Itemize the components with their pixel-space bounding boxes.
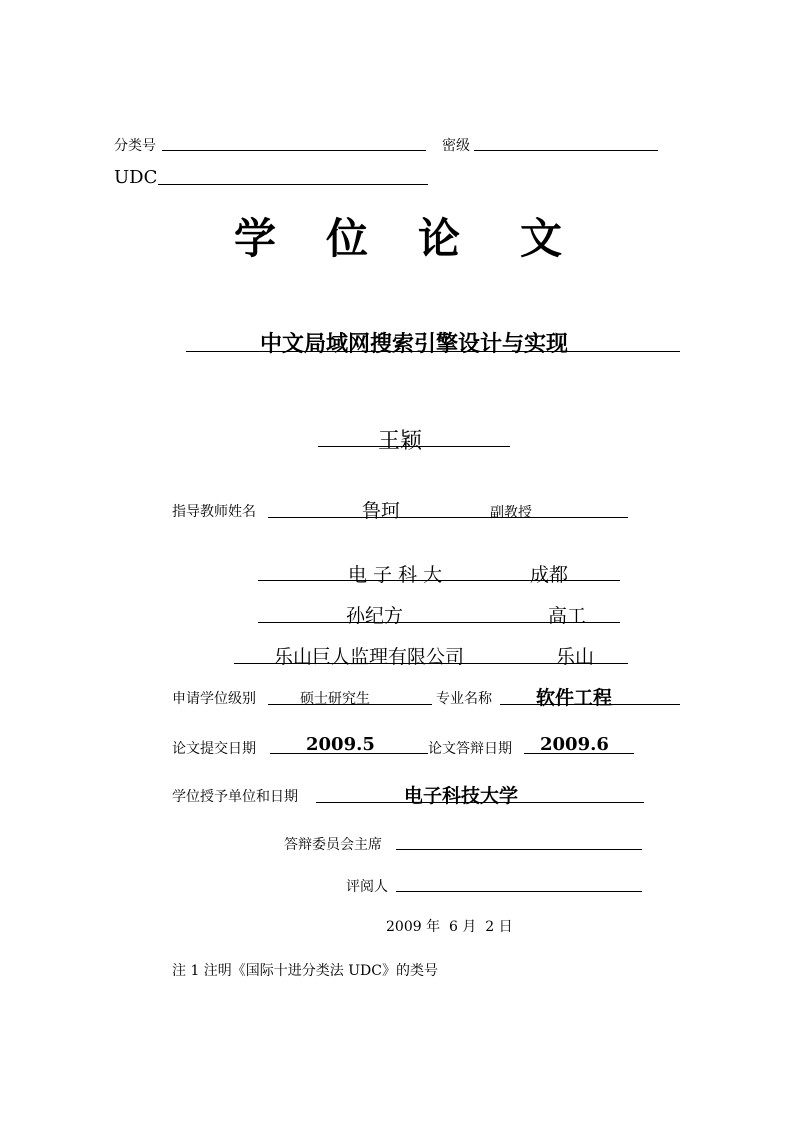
defense-date-label: 论文答辩日期 <box>428 741 512 757</box>
degree-level-label: 申请学位级别 <box>172 691 256 707</box>
submit-date-label: 论文提交日期 <box>172 741 256 757</box>
granting-value: 电子科技大学 <box>404 785 519 807</box>
date-year: 2009 <box>386 919 422 935</box>
second-advisor-line <box>258 622 620 623</box>
committee-chair-label: 答辩委员会主席 <box>284 837 382 853</box>
secrecy-label: 密级 <box>442 138 470 154</box>
committee-chair-line <box>396 849 642 850</box>
footnote: 注 1 注明《国际十进分类法 UDC》的类号 <box>172 963 438 979</box>
date-day-unit: 日 <box>498 919 513 935</box>
advisor-title: 副教授 <box>490 505 532 521</box>
advisor-unit: 电 子 科 大 <box>348 564 443 586</box>
second-advisor-unit-line <box>234 663 628 664</box>
submit-date-value: 2009.5 <box>306 734 375 755</box>
author-name: 王颖 <box>378 429 423 454</box>
degree-level-line <box>268 704 432 705</box>
advisor-unit-line <box>258 580 620 581</box>
udc-line <box>158 184 428 185</box>
reviewer-label: 评阅人 <box>346 879 388 895</box>
advisor-label: 指导教师姓名 <box>172 504 256 520</box>
advisor-city: 成都 <box>530 564 569 586</box>
second-advisor-name: 孙纪方 <box>346 605 404 627</box>
date-month-unit: 月 <box>462 919 477 935</box>
classification-label: 分类号 <box>114 138 156 154</box>
thesis-title: 中文局域网搜索引擎设计与实现 <box>260 332 569 357</box>
main-title-char-4: 文 <box>520 214 563 263</box>
thesis-title-line <box>186 351 680 352</box>
date-month: 6 <box>449 919 458 935</box>
udc-label: UDC <box>114 167 158 188</box>
second-advisor-city: 乐山 <box>556 646 595 668</box>
date-year-unit: 年 <box>426 919 441 935</box>
second-advisor-unit: 乐山巨人监理有限公司 <box>274 646 465 668</box>
degree-level-value: 硕士研究生 <box>300 691 370 707</box>
second-advisor-title: 高工 <box>548 605 587 627</box>
main-title-char-3: 论 <box>418 214 461 263</box>
author-line <box>318 446 510 447</box>
major-label: 专业名称 <box>436 691 492 707</box>
advisor-name: 鲁珂 <box>362 500 401 522</box>
submit-date-line <box>270 753 428 754</box>
reviewer-line <box>396 891 642 892</box>
granting-line <box>316 802 644 803</box>
major-line <box>500 704 680 705</box>
advisor-line <box>268 517 628 518</box>
date-line <box>386 916 513 936</box>
granting-label: 学位授予单位和日期 <box>172 789 298 805</box>
main-title-char-1: 学 <box>234 214 277 263</box>
classification-line <box>162 150 426 151</box>
secrecy-line <box>474 150 658 151</box>
main-title-char-2: 位 <box>326 214 369 263</box>
defense-date-value: 2009.6 <box>540 734 609 755</box>
defense-date-line <box>524 753 634 754</box>
major-value: 软件工程 <box>536 687 613 709</box>
date-day: 2 <box>485 919 495 935</box>
